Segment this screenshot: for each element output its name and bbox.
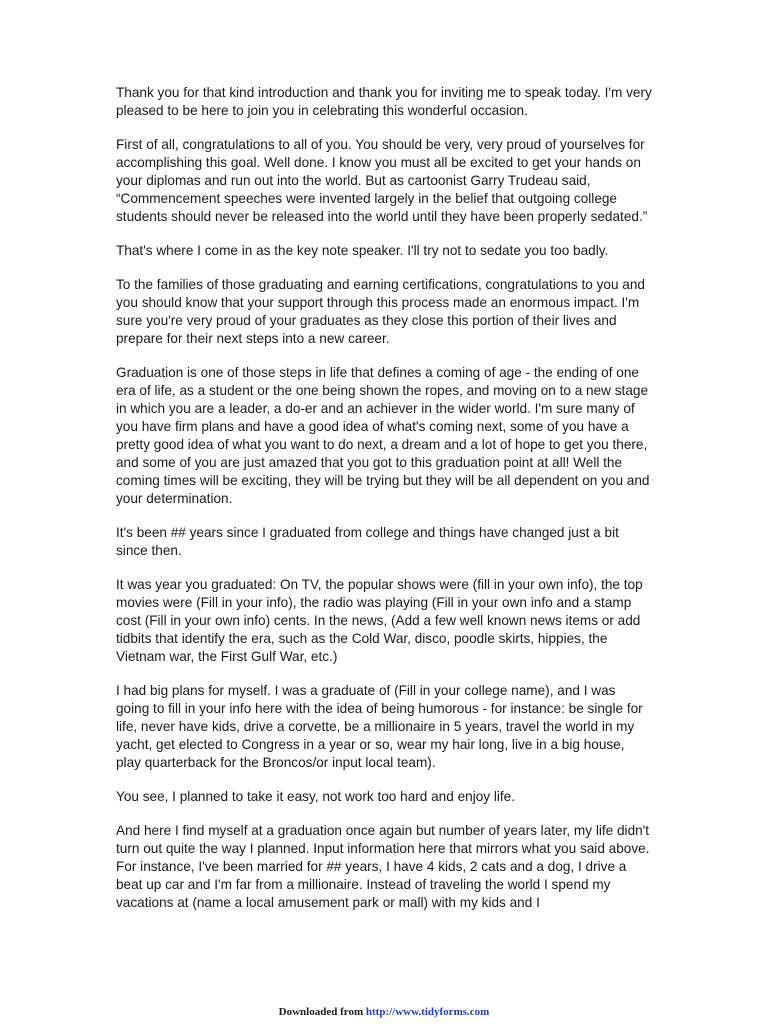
footer-prefix: Downloaded from	[278, 1006, 366, 1018]
paragraph-key-note: That's where I come in as the key note speaker. I'll try not to sedate you too badly.	[116, 243, 609, 258]
paragraph-take-it-easy: You see, I planned to take it easy, not work too hard and enjoy life.	[116, 789, 516, 804]
paragraph-big-plans: I had big plans for myself. I was a graduate of (Fill in your college name), and I was going to fill in your info here with the idea of being humorous - for instance: be single for life, never have kids, drive a corvette, be a millionaire in 5 years, travel the world in my yacht, get elected to Congress in a year or so, wear my hair long, live in a big house, play quarterback for the Broncos/or input local team).	[116, 683, 643, 770]
paragraph-years-since: It's been ## years since I graduated from college and things have changed just a bit since then.	[116, 525, 619, 558]
paragraph-families: To the families of those graduating and earning certifications, congratulations to you and you should know that your support through this process made an enormous impact. I'm sure you're very proud of your graduates as they close this portion of their lives and prepare for their next steps into a new career.	[116, 277, 645, 346]
paragraph-introduction-thanks: Thank you for that kind introduction and thank you for inviting me to speak today. I'm very pleased to be here to join you in celebrating this wonderful occasion.	[116, 85, 652, 118]
paragraph-life-turned-out: And here I find myself at a graduation once again but number of years later, my life didn't turn out quite the way I planned. Input information here that mirrors what you said above. For instance, I've been married for ## years, I have 4 kids, 2 cats and a dog, I drive a beat up car and I'm far from a millionaire. Instead of traveling the world I spend my vacations at (name a local amusement park or mall) with my kids and I	[116, 823, 650, 910]
paragraph-congratulations: First of all, congratulations to all of you. You should be very, very proud of yourselves for accomplishing this goal. Well done. I know you must all be excited to get your hands on your diplomas and run out into the world. But as cartoonist Garry Trudeau said, “Commencement speeches were invented largely in the belief that outgoing college students should never be released into the world until they have been properly sedated.”	[116, 137, 648, 224]
paragraph-year-you-graduated: It was year you graduated: On TV, the popular shows were (fill in your own info), the top movies were (Fill in your info), the radio was playing (Fill in your own info and a stamp cost (Fill in your own info) cents. In the news, (Add a few well known news items or add tidbits that identify the era, such as the Cold War, disco, poodle skirts, hippies, the Vietnam war, the First Gulf War, etc.)	[116, 577, 643, 664]
download-footer	[0, 1006, 768, 1018]
speech-body	[116, 84, 652, 928]
paragraph-graduation-meaning: Graduation is one of those steps in life that defines a coming of age - the ending of one era of life, as a student or the one being shown the ropes, and moving on to a new stage in which you are a leader, a do-er and an achiever in the wider world. I'm sure many of you have firm plans and have a good idea of what's coming next, some of you have a pretty good idea of what you want to do next, a dream and a lot of hope to get you there, and some of you are just amazed that you got to this graduation point at all! Well the coming times will be exciting, they will be trying but they will be all dependent on you and your determination.	[116, 365, 650, 506]
footer-link[interactable]: http://www.tidyforms.com	[365, 1006, 490, 1018]
